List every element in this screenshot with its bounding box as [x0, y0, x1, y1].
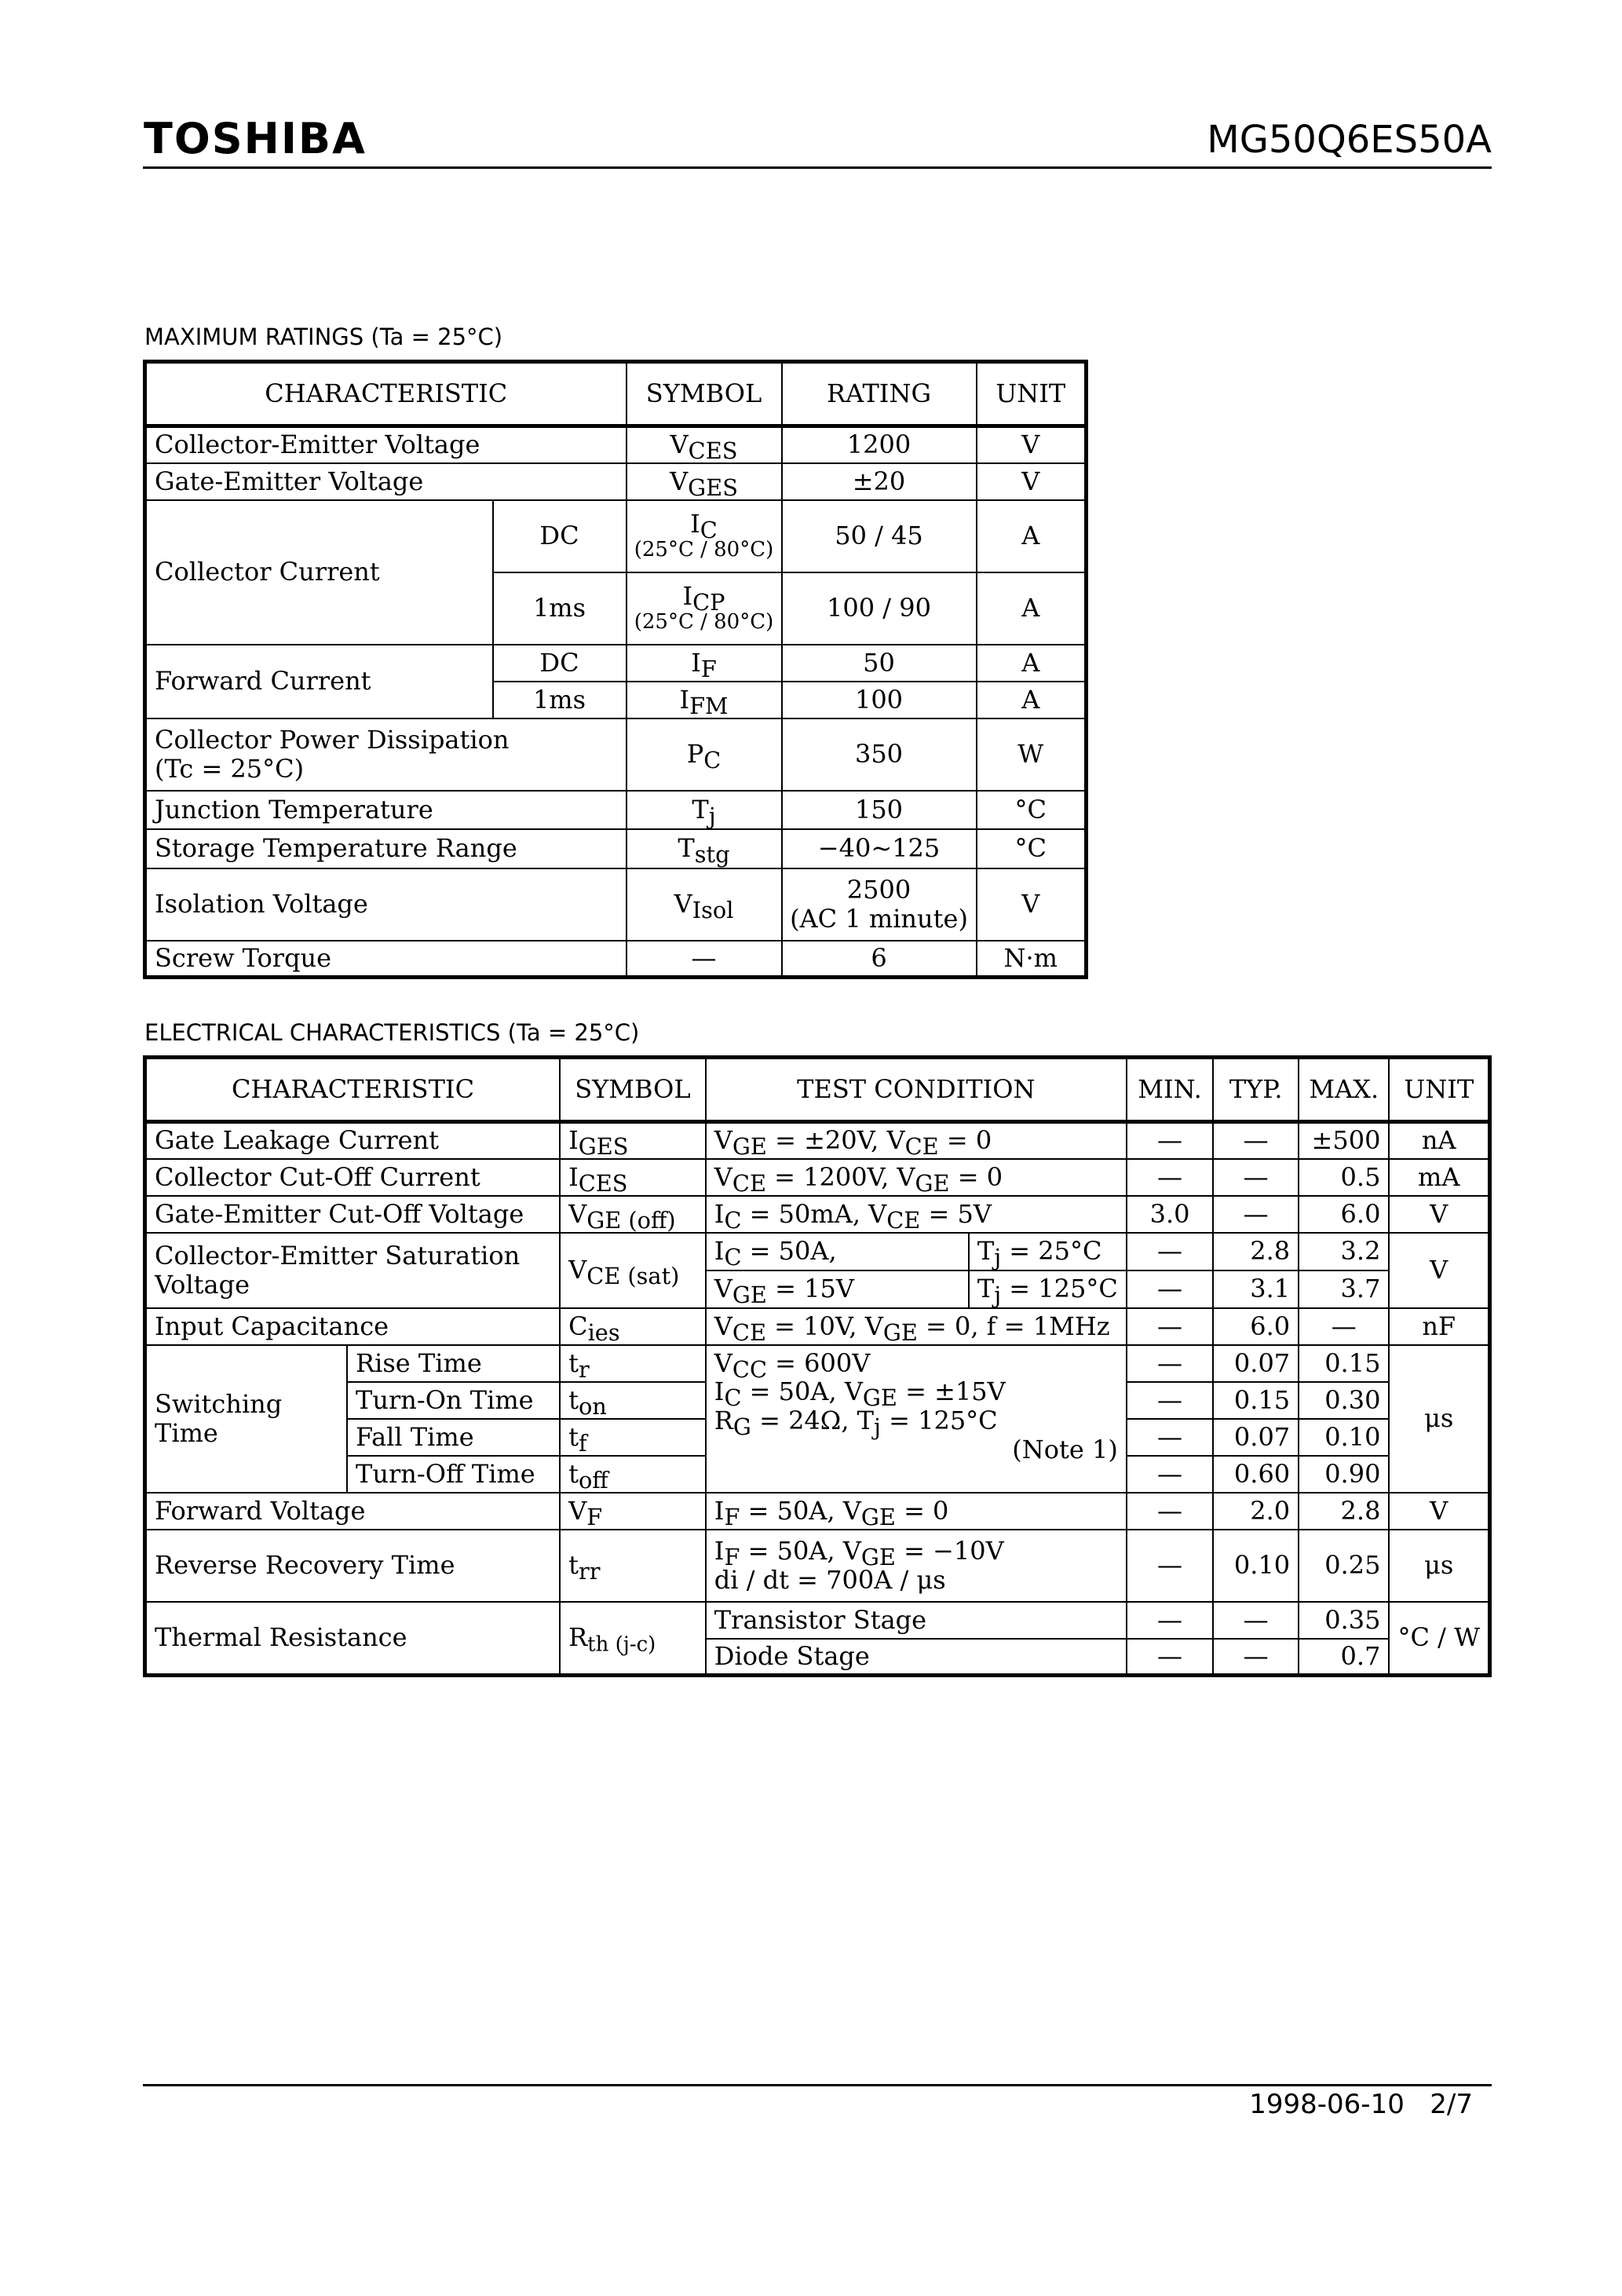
min: —: [1127, 1639, 1213, 1676]
min: —: [1127, 1270, 1213, 1308]
characteristic: Collector-Emitter Voltage: [145, 426, 627, 463]
temperature-condition: $T_j = 25^\circ C$: [969, 1233, 1127, 1270]
max: —: [1299, 1308, 1389, 1345]
col-header: UNIT: [977, 362, 1087, 426]
test-condition: $I_C = 50A$,: [706, 1233, 969, 1270]
rating: 1200: [782, 426, 977, 463]
typ: 2.0: [1213, 1493, 1299, 1530]
typ: —: [1213, 1639, 1299, 1676]
table-row: [145, 1530, 1490, 1602]
unit: mA: [1389, 1159, 1489, 1196]
symbol: $T_j$: [627, 791, 782, 829]
rating: −40~125: [782, 829, 977, 868]
col-header: MAX.: [1299, 1058, 1389, 1122]
table-row: [145, 1308, 1490, 1345]
characteristic: Collector Cut-Off Current: [145, 1159, 561, 1196]
min: —: [1127, 1493, 1213, 1530]
test-condition: $I_F = 50A$, $V_{GE} = 0$: [706, 1493, 1127, 1530]
characteristic: Screw Torque: [145, 941, 627, 978]
table-row: [145, 500, 1087, 572]
symbol: —: [627, 941, 782, 978]
footer-page: 2/7: [1430, 2089, 1473, 2120]
typ: 3.1: [1213, 1270, 1299, 1308]
table-row: [145, 1122, 1490, 1159]
unit: V: [1389, 1233, 1489, 1308]
max: 0.7: [1299, 1639, 1389, 1676]
max: 0.35: [1299, 1602, 1389, 1639]
table-row: [145, 645, 1087, 682]
unit: A: [977, 572, 1087, 645]
table-header-row: [145, 1058, 1490, 1122]
condition: DC: [493, 500, 627, 572]
table-row: [145, 1159, 1490, 1196]
max: ±500: [1299, 1122, 1389, 1159]
part-number: MG50Q6ES50A: [1207, 118, 1492, 162]
rating: 100: [782, 682, 977, 718]
col-header: MIN.: [1127, 1058, 1213, 1122]
min: 3.0: [1127, 1196, 1213, 1233]
typ: 0.15: [1213, 1382, 1299, 1419]
unit: V: [1389, 1493, 1489, 1530]
col-header: CHARACTERISTIC: [145, 362, 627, 426]
table-row: [145, 426, 1087, 463]
characteristic: Reverse Recovery Time: [145, 1530, 561, 1602]
max-ratings-title: MAXIMUM RATINGS (Ta = 25°C): [144, 324, 503, 350]
characteristic: Collector Power Dissipation (Tc = 25°C): [145, 718, 627, 791]
symbol: $t_{off}$: [560, 1456, 706, 1493]
symbol: $I_{CES}$: [560, 1159, 706, 1196]
test-condition: $V_{CE} = 10V$, $V_{GE} = 0$, f = 1MHz: [706, 1308, 1127, 1345]
footer-date: 1998-06-10: [1249, 2089, 1405, 2120]
unit: °C: [977, 791, 1087, 829]
table-row: [145, 463, 1087, 500]
table-row: [145, 829, 1087, 868]
col-header: TYP.: [1213, 1058, 1299, 1122]
unit: °C: [977, 829, 1087, 868]
characteristic: Switching Time: [145, 1345, 348, 1493]
unit: A: [977, 500, 1087, 572]
table-row: [145, 1196, 1490, 1233]
characteristic: Collector Current: [145, 500, 493, 645]
max: 0.30: [1299, 1382, 1389, 1419]
symbol: $V_F$: [560, 1493, 706, 1530]
col-header: CHARACTERISTIC: [145, 1058, 561, 1122]
test-condition: $V_{CC} = 600V$ $I_C = 50A$, $V_{GE} = \pm 15V$ $R_G = 24\Omega$, $T_j = 125^\circ C$ (Note 1): [706, 1345, 1127, 1493]
max: 3.2: [1299, 1233, 1389, 1270]
min: —: [1127, 1530, 1213, 1602]
unit: A: [977, 645, 1087, 682]
unit: °C / W: [1389, 1602, 1489, 1676]
max: 0.10: [1299, 1419, 1389, 1456]
symbol: $T_{stg}$: [627, 829, 782, 868]
typ: 0.60: [1213, 1456, 1299, 1493]
max: 0.25: [1299, 1530, 1389, 1602]
symbol: $t_{on}$: [560, 1382, 706, 1419]
table-header-row: [145, 362, 1087, 426]
table-row: [145, 941, 1087, 978]
symbol: $t_{rr}$: [560, 1530, 706, 1602]
characteristic: Junction Temperature: [145, 791, 627, 829]
switching-item-name: Rise Time: [347, 1345, 560, 1382]
typ: 0.07: [1213, 1419, 1299, 1456]
typ: —: [1213, 1159, 1299, 1196]
elec-char-table: [143, 1055, 1492, 1677]
condition: DC: [493, 645, 627, 682]
max: 3.7: [1299, 1270, 1389, 1308]
symbol: $I_{GES}$: [560, 1122, 706, 1159]
symbol: $P_C$: [627, 718, 782, 791]
col-header: SYMBOL: [560, 1058, 706, 1122]
symbol: $R_{th (j-c)}$: [560, 1602, 706, 1676]
unit: nA: [1389, 1122, 1489, 1159]
typ: —: [1213, 1196, 1299, 1233]
brand-logo: TOSHIBA: [144, 114, 367, 163]
symbol: $I_{FM}$: [627, 682, 782, 718]
unit: nF: [1389, 1308, 1489, 1345]
rating: 50 / 45: [782, 500, 977, 572]
symbol: $t_f$: [560, 1419, 706, 1456]
switching-item-name: Turn-Off Time: [347, 1456, 560, 1493]
min: —: [1127, 1122, 1213, 1159]
characteristic: Gate-Emitter Voltage: [145, 463, 627, 500]
symbol: $V_{GES}$: [627, 463, 782, 500]
characteristic: Forward Voltage: [145, 1493, 561, 1530]
test-condition: Diode Stage: [706, 1639, 1127, 1676]
max: 0.5: [1299, 1159, 1389, 1196]
test-condition: $I_C = 50mA$, $V_{CE} = 5V$: [706, 1196, 1127, 1233]
condition: 1ms: [493, 682, 627, 718]
min: —: [1127, 1419, 1213, 1456]
symbol: $V_{Isol}$: [627, 868, 782, 941]
min: —: [1127, 1308, 1213, 1345]
typ: —: [1213, 1122, 1299, 1159]
typ: 0.10: [1213, 1530, 1299, 1602]
typ: 0.07: [1213, 1345, 1299, 1382]
temperature-condition: $T_j = 125^\circ C$: [969, 1270, 1127, 1308]
elec-title: ELECTRICAL CHARACTERISTICS (Ta = 25°C): [144, 1019, 640, 1046]
characteristic: Forward Current: [145, 645, 493, 718]
unit: μs: [1389, 1345, 1489, 1493]
rating: 150: [782, 791, 977, 829]
typ: 2.8: [1213, 1233, 1299, 1270]
symbol: $I_{CP}$ (25°C / 80°C): [627, 572, 782, 645]
symbol: $C_{ies}$: [560, 1308, 706, 1345]
table-row: [145, 791, 1087, 829]
characteristic: Gate Leakage Current: [145, 1122, 561, 1159]
col-header: UNIT: [1389, 1058, 1489, 1122]
symbol: $I_C$ (25°C / 80°C): [627, 500, 782, 572]
symbol: $V_{CES}$: [627, 426, 782, 463]
max-ratings-table: [143, 360, 1088, 979]
test-condition: $I_F = 50A$, $V_{GE} = -10V$ di / dt = 700A / μs: [706, 1530, 1127, 1602]
unit: V: [977, 426, 1087, 463]
switching-item-name: Turn-On Time: [347, 1382, 560, 1419]
symbol: $V_{GE (off)}$: [560, 1196, 706, 1233]
min: —: [1127, 1602, 1213, 1639]
unit: A: [977, 682, 1087, 718]
table-row: [145, 1345, 1490, 1382]
characteristic: Isolation Voltage: [145, 868, 627, 941]
max: 0.90: [1299, 1456, 1389, 1493]
col-header: TEST CONDITION: [706, 1058, 1127, 1122]
table-row: [145, 1233, 1490, 1270]
table-row: [145, 1493, 1490, 1530]
unit: N·m: [977, 941, 1087, 978]
condition: 1ms: [493, 572, 627, 645]
test-condition: $V_{CE} = 1200V$, $V_{GE} = 0$: [706, 1159, 1127, 1196]
max: 2.8: [1299, 1493, 1389, 1530]
rating: 6: [782, 941, 977, 978]
table-row: [145, 868, 1087, 941]
max: 6.0: [1299, 1196, 1389, 1233]
unit: μs: [1389, 1530, 1489, 1602]
unit: V: [977, 463, 1087, 500]
unit: V: [977, 868, 1087, 941]
symbol: $t_r$: [560, 1345, 706, 1382]
characteristic: Gate-Emitter Cut-Off Voltage: [145, 1196, 561, 1233]
typ: —: [1213, 1602, 1299, 1639]
min: —: [1127, 1159, 1213, 1196]
col-header: RATING: [782, 362, 977, 426]
typ: 6.0: [1213, 1308, 1299, 1345]
test-condition: Transistor Stage: [706, 1602, 1127, 1639]
rating: 50: [782, 645, 977, 682]
test-condition: $V_{GE} = \pm 20V$, $V_{CE} = 0$: [706, 1122, 1127, 1159]
rating: 350: [782, 718, 977, 791]
header-rule: [143, 166, 1492, 169]
symbol: $V_{CE (sat)}$: [560, 1233, 706, 1308]
unit: W: [977, 718, 1087, 791]
max: 0.15: [1299, 1345, 1389, 1382]
footer-rule: [143, 2084, 1492, 2086]
rating: ±20: [782, 463, 977, 500]
table-row: [145, 1602, 1490, 1639]
symbol: $I_F$: [627, 645, 782, 682]
min: —: [1127, 1382, 1213, 1419]
test-condition: $V_{GE} = 15V$: [706, 1270, 969, 1308]
rating: 2500 (AC 1 minute): [782, 868, 977, 941]
min: —: [1127, 1456, 1213, 1493]
min: —: [1127, 1345, 1213, 1382]
characteristic: Storage Temperature Range: [145, 829, 627, 868]
unit: V: [1389, 1196, 1489, 1233]
characteristic: Input Capacitance: [145, 1308, 561, 1345]
table-row: [145, 718, 1087, 791]
col-header: SYMBOL: [627, 362, 782, 426]
min: —: [1127, 1233, 1213, 1270]
characteristic: Collector-Emitter Saturation Voltage: [145, 1233, 561, 1308]
switching-item-name: Fall Time: [347, 1419, 560, 1456]
characteristic: Thermal Resistance: [145, 1602, 561, 1676]
footer: [1249, 2089, 1473, 2120]
rating: 100 / 90: [782, 572, 977, 645]
